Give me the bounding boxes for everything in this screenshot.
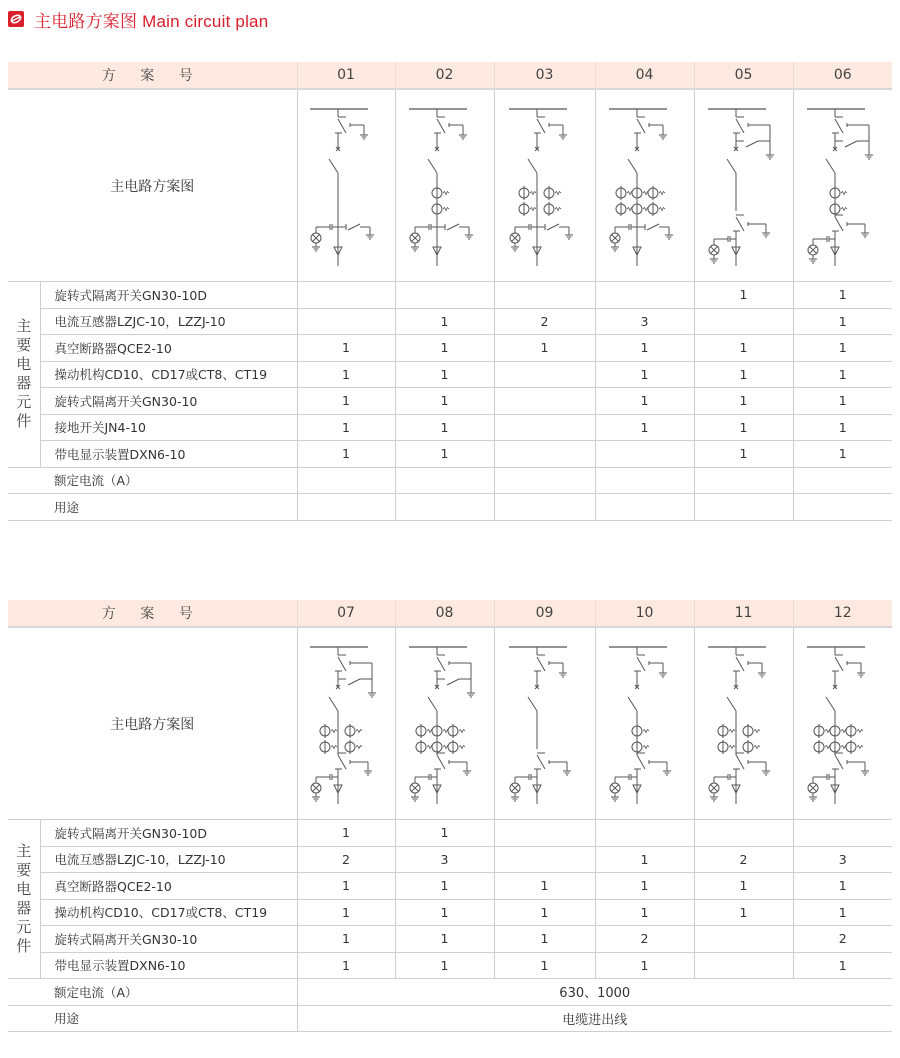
circuit-diagram-08 [395, 627, 494, 820]
circuit-diagram-icon [405, 101, 485, 271]
page-title-text: 主电路方案图 Main circuit plan [34, 11, 269, 31]
group-label-char: 主 [16, 317, 32, 336]
component-quantity [694, 952, 793, 979]
component-name: 操动机构CD10、CD17或CT8、CT19 [40, 899, 297, 926]
usage-row [8, 1005, 892, 1032]
component-quantity: 1 [297, 899, 395, 926]
component-name: 真空断路器QCE2-10 [40, 873, 297, 900]
component-name: 接地开关JN4-10 [40, 414, 297, 441]
component-quantity [494, 846, 595, 873]
group-label-char: 器 [16, 899, 32, 917]
component-name: 旋转式隔离开关GN30-10 [40, 926, 297, 953]
diagram-row-label: 主电路方案图 [8, 627, 297, 820]
scheme-column-02: 02 [395, 62, 494, 89]
circuit-diagram-icon [505, 639, 585, 809]
group-label-char: 要 [16, 336, 32, 355]
component-quantity: 1 [297, 388, 395, 415]
scheme-column-10: 10 [595, 600, 694, 627]
component-quantity: 1 [297, 361, 395, 388]
component-quantity: 1 [595, 388, 694, 415]
component-quantity: 1 [395, 335, 494, 362]
component-quantity: 1 [793, 873, 892, 900]
component-quantity: 3 [793, 846, 892, 873]
group-label-char: 电 [16, 880, 32, 898]
component-row [8, 441, 892, 468]
usage-value [793, 494, 892, 521]
component-quantity: 1 [595, 846, 694, 873]
rated-current-value [494, 467, 595, 494]
component-row [8, 282, 892, 309]
rated-current-label: 额定电流（A） [40, 467, 297, 494]
scheme-column-04: 04 [595, 62, 694, 89]
component-quantity: 1 [793, 952, 892, 979]
circuit-diagram-02 [395, 89, 494, 282]
rated-current-label: 额定电流（A） [40, 979, 297, 1006]
component-quantity: 1 [793, 361, 892, 388]
group-label-char: 主 [16, 842, 32, 860]
diagram-row [8, 89, 892, 282]
circuit-diagram-07 [297, 627, 395, 820]
group-label-char: 元 [16, 393, 32, 412]
component-quantity [494, 414, 595, 441]
usage-value [297, 494, 395, 521]
component-row [8, 388, 892, 415]
component-row [8, 873, 892, 900]
circuit-diagram-icon [704, 101, 784, 271]
component-quantity [793, 820, 892, 847]
component-quantity: 1 [595, 873, 694, 900]
circuit-diagram-05 [694, 89, 793, 282]
component-quantity [297, 308, 395, 335]
diagram-row [8, 627, 892, 820]
rated-current-value [595, 467, 694, 494]
component-quantity: 2 [793, 926, 892, 953]
group-label-char: 电 [16, 355, 32, 374]
component-quantity: 1 [395, 441, 494, 468]
scheme-column-08: 08 [395, 600, 494, 627]
component-group-label [8, 820, 40, 979]
component-name: 带电显示装置DXN6-10 [40, 441, 297, 468]
circuit-diagram-icon [605, 101, 685, 271]
component-name: 电流互感器LZJC-10，LZZJ-10 [40, 308, 297, 335]
component-quantity [494, 361, 595, 388]
circuit-diagram-icon [803, 101, 883, 271]
component-quantity: 1 [793, 899, 892, 926]
component-quantity: 1 [694, 414, 793, 441]
component-quantity: 2 [494, 308, 595, 335]
rated-current-row [8, 979, 892, 1006]
scheme-column-05: 05 [694, 62, 793, 89]
component-quantity: 2 [694, 846, 793, 873]
component-row [8, 952, 892, 979]
circuit-diagram-06 [793, 89, 892, 282]
component-name: 旋转式隔离开关GN30-10 [40, 388, 297, 415]
scheme-number-header: 方 案 号 [8, 600, 297, 627]
circuit-diagram-11 [694, 627, 793, 820]
component-name: 真空断路器QCE2-10 [40, 335, 297, 362]
component-row [8, 899, 892, 926]
component-quantity: 1 [297, 926, 395, 953]
component-quantity [494, 388, 595, 415]
scheme-number-header: 方 案 号 [8, 62, 297, 89]
scheme-column-06: 06 [793, 62, 892, 89]
circuit-diagram-10 [595, 627, 694, 820]
circuit-plan-table-2 [8, 600, 892, 1032]
component-quantity: 1 [395, 414, 494, 441]
component-quantity: 1 [595, 899, 694, 926]
component-quantity: 1 [595, 335, 694, 362]
component-name: 带电显示装置DXN6-10 [40, 952, 297, 979]
circuit-diagram-icon [405, 639, 485, 809]
rated-current-row [8, 467, 892, 494]
component-quantity [694, 820, 793, 847]
circuit-diagram-12 [793, 627, 892, 820]
scheme-column-11: 11 [694, 600, 793, 627]
header-row [8, 62, 892, 89]
component-name: 旋转式隔离开关GN30-10D [40, 282, 297, 309]
component-quantity: 1 [694, 441, 793, 468]
component-quantity: 1 [395, 952, 494, 979]
component-quantity: 1 [494, 873, 595, 900]
scheme-column-01: 01 [297, 62, 395, 89]
usage-label: 用途 [40, 494, 297, 521]
component-quantity [494, 820, 595, 847]
component-quantity: 1 [395, 926, 494, 953]
usage-value [395, 494, 494, 521]
circuit-diagram-icon [704, 639, 784, 809]
usage-label: 用途 [40, 1005, 297, 1032]
component-quantity [694, 926, 793, 953]
circuit-plan-table-1 [8, 62, 892, 521]
component-quantity [595, 282, 694, 309]
component-quantity [595, 820, 694, 847]
component-quantity: 1 [395, 388, 494, 415]
component-quantity [494, 282, 595, 309]
circuit-diagram-icon [605, 639, 685, 809]
component-quantity: 1 [793, 441, 892, 468]
component-quantity [595, 441, 694, 468]
component-quantity: 1 [297, 820, 395, 847]
component-quantity: 1 [297, 335, 395, 362]
component-quantity [395, 282, 494, 309]
component-quantity: 1 [494, 335, 595, 362]
circuit-diagram-icon [505, 101, 585, 271]
scheme-column-12: 12 [793, 600, 892, 627]
usage-value [494, 494, 595, 521]
component-quantity: 2 [595, 926, 694, 953]
component-quantity: 1 [694, 899, 793, 926]
component-row [8, 846, 892, 873]
component-quantity: 1 [793, 308, 892, 335]
circuit-diagram-09 [494, 627, 595, 820]
component-quantity: 1 [694, 335, 793, 362]
component-quantity: 1 [297, 441, 395, 468]
circuit-diagram-icon [803, 639, 883, 809]
component-quantity: 1 [694, 361, 793, 388]
component-quantity: 1 [494, 926, 595, 953]
component-group-label [8, 282, 40, 468]
circuit-diagram-04 [595, 89, 694, 282]
component-quantity: 1 [694, 873, 793, 900]
component-quantity: 3 [595, 308, 694, 335]
component-quantity: 1 [595, 952, 694, 979]
component-quantity: 3 [395, 846, 494, 873]
group-label-char: 件 [16, 937, 32, 955]
usage-value: 电缆进出线 [297, 1005, 892, 1032]
component-name: 操动机构CD10、CD17或CT8、CT19 [40, 361, 297, 388]
usage-row [8, 494, 892, 521]
group-label-char: 要 [16, 861, 32, 879]
component-row [8, 361, 892, 388]
component-quantity: 1 [297, 873, 395, 900]
component-quantity: 1 [395, 361, 494, 388]
component-quantity: 2 [297, 846, 395, 873]
component-quantity: 1 [595, 361, 694, 388]
circuit-diagram-icon [306, 101, 386, 271]
circuit-diagram-icon [306, 639, 386, 809]
component-quantity [694, 308, 793, 335]
group-label-char: 件 [16, 412, 32, 431]
component-quantity: 1 [793, 414, 892, 441]
rated-current-value [395, 467, 494, 494]
usage-value [694, 494, 793, 521]
component-quantity [297, 282, 395, 309]
component-row [8, 414, 892, 441]
usage-value [595, 494, 694, 521]
page-title [8, 6, 268, 32]
rated-current-value [793, 467, 892, 494]
component-quantity: 1 [395, 820, 494, 847]
component-row [8, 926, 892, 953]
header-row [8, 600, 892, 627]
circuit-diagram-03 [494, 89, 595, 282]
scheme-column-03: 03 [494, 62, 595, 89]
rated-current-value: 630、1000 [297, 979, 892, 1006]
component-quantity: 1 [793, 282, 892, 309]
scheme-column-07: 07 [297, 600, 395, 627]
group-label-char: 器 [16, 374, 32, 393]
component-row [8, 335, 892, 362]
component-quantity: 1 [395, 873, 494, 900]
group-label-char: 元 [16, 918, 32, 936]
component-row [8, 820, 892, 847]
component-quantity: 1 [793, 335, 892, 362]
diagram-row-label: 主电路方案图 [8, 89, 297, 282]
rated-current-value [694, 467, 793, 494]
component-quantity: 1 [694, 282, 793, 309]
component-quantity: 1 [297, 414, 395, 441]
scheme-column-09: 09 [494, 600, 595, 627]
component-quantity: 1 [494, 899, 595, 926]
component-quantity: 1 [694, 388, 793, 415]
brand-logo-icon [8, 11, 24, 27]
component-name: 旋转式隔离开关GN30-10D [40, 820, 297, 847]
component-quantity: 1 [793, 388, 892, 415]
component-name: 电流互感器LZJC-10，LZZJ-10 [40, 846, 297, 873]
component-quantity: 1 [595, 414, 694, 441]
component-row [8, 308, 892, 335]
component-quantity: 1 [395, 899, 494, 926]
component-quantity: 1 [395, 308, 494, 335]
rated-current-value [297, 467, 395, 494]
component-quantity: 1 [297, 952, 395, 979]
component-quantity [494, 441, 595, 468]
circuit-diagram-01 [297, 89, 395, 282]
component-quantity: 1 [494, 952, 595, 979]
